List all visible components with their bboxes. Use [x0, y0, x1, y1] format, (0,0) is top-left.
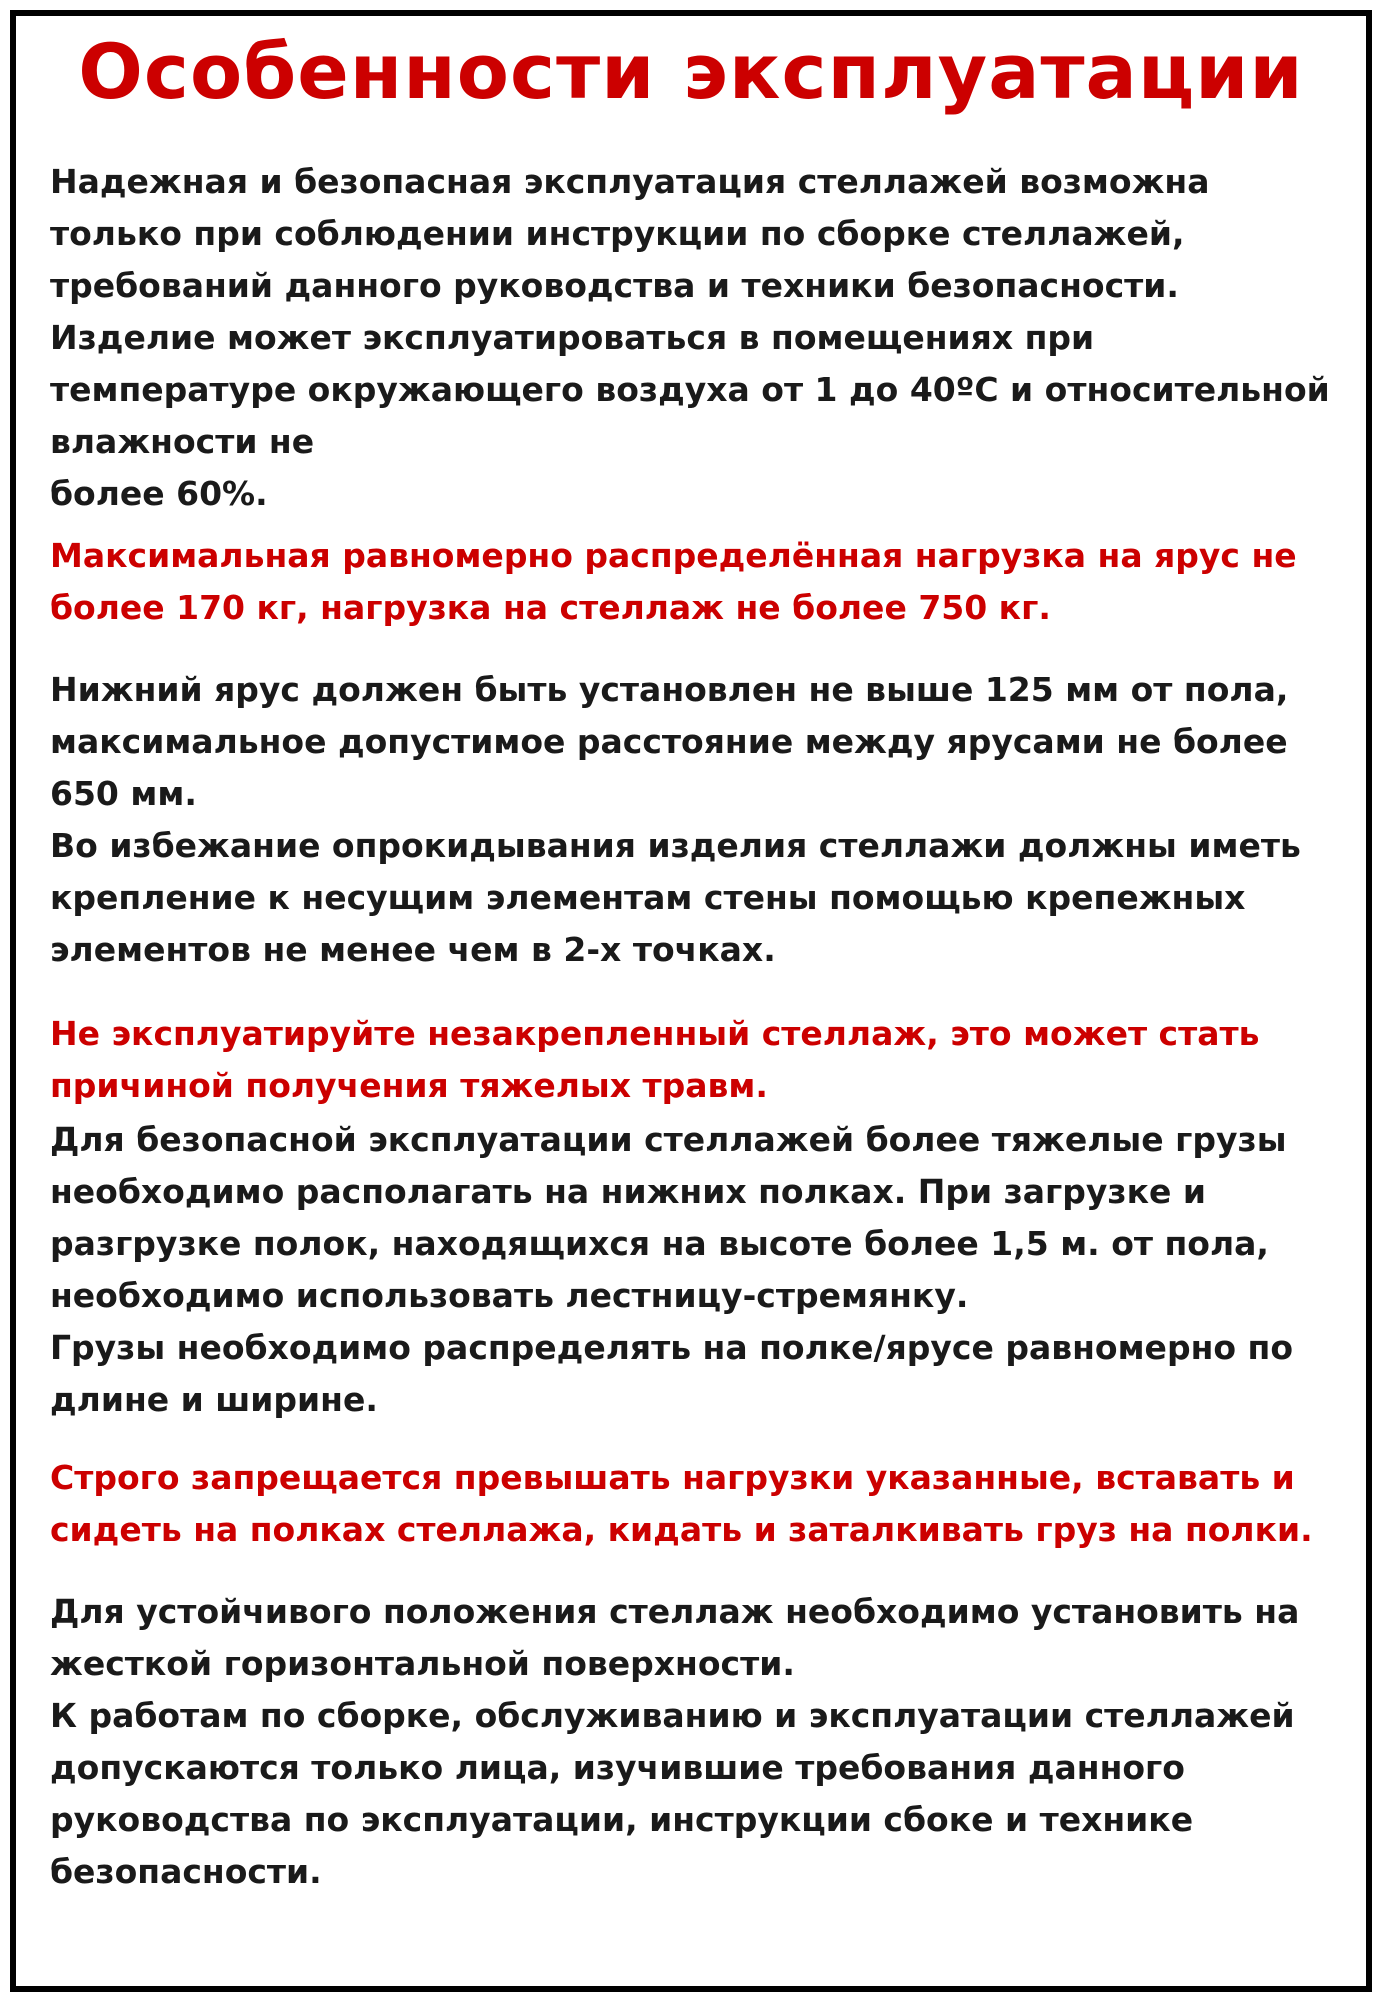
text-line: Не эксплуатируйте незакрепленный стеллаж, это может стать: [50, 1014, 1260, 1053]
text-line: необходимо располагать на нижних полках. При загрузке и: [50, 1172, 1206, 1211]
text-line: Надежная и безопасная эксплуатация стеллажей возможна: [50, 162, 1210, 201]
paragraph-tier-installation: [50, 664, 1350, 976]
paragraph-prohibitions-warning: [50, 1452, 1350, 1556]
text-line: руководства по эксплуатации, инструкции сбоке и технике: [50, 1800, 1194, 1839]
text-line: только при соблюдении инструкции по сборке стеллажей,: [50, 214, 1185, 253]
text-line: необходимо использовать лестницу-стремянку.: [50, 1276, 969, 1315]
text-line: Для устойчивого положения стеллаж необходимо установить на: [50, 1592, 1300, 1631]
text-line: безопасности.: [50, 1852, 322, 1891]
text-line: Для безопасной эксплуатации стеллажей более тяжелые грузы: [50, 1120, 1287, 1159]
text-line: 650 мм.: [50, 774, 197, 813]
text-line: длине и ширине.: [50, 1380, 378, 1419]
paragraph-load-warning: [50, 530, 1350, 634]
text-line: элементов не менее чем в 2-х точках.: [50, 930, 776, 969]
text-line: жесткой горизонтальной поверхности.: [50, 1644, 795, 1683]
paragraph-general-conditions: [50, 156, 1350, 520]
text-line: более 60%.: [50, 474, 268, 513]
paragraph-fixing-warning: [50, 1008, 1350, 1112]
paragraph-stability-and-personnel: [50, 1586, 1350, 1898]
text-line: Изделие может эксплуатироваться в помещениях при: [50, 318, 1095, 357]
text-line: разгрузке полок, находящихся на высоте более 1,5 м. от пола,: [50, 1224, 1269, 1263]
text-line: влажности не: [50, 422, 315, 461]
text-line: крепление к несущим элементам стены помощью крепежных: [50, 878, 1246, 917]
document-frame: [10, 10, 1372, 1992]
text-line: температуре окружающего воздуха от 1 до 40ºС и относительной: [50, 370, 1330, 409]
text-line: допускаются только лица, изучившие требования данного: [50, 1748, 1185, 1787]
text-line: Нижний ярус должен быть установлен не выше 125 мм от пола,: [50, 670, 1289, 709]
text-line: Во избежание опрокидывания изделия стеллажи должны иметь: [50, 826, 1301, 865]
text-line: Грузы необходимо распределять на полке/ярусе равномерно по: [50, 1328, 1293, 1367]
text-line: Максимальная равномерно распределённая нагрузка на ярус не: [50, 536, 1297, 575]
text-line: Строго запрещается превышать нагрузки указанные, вставать и: [50, 1458, 1295, 1497]
page-title: Особенности эксплуатации: [78, 27, 1304, 116]
text-line: К работам по сборке, обслуживанию и эксплуатации стеллажей: [50, 1696, 1295, 1735]
text-line: максимальное допустимое расстояние между ярусами не более: [50, 722, 1288, 761]
text-line: причиной получения тяжелых травм.: [50, 1066, 768, 1105]
text-line: требований данного руководства и техники безопасности.: [50, 266, 1179, 305]
text-line: сидеть на полках стеллажа, кидать и заталкивать груз на полки.: [50, 1510, 1313, 1549]
text-line: более 170 кг, нагрузка на стеллаж не более 750 кг.: [50, 588, 1051, 627]
paragraph-load-placement: [50, 1114, 1350, 1426]
document-body: [50, 156, 1350, 1898]
